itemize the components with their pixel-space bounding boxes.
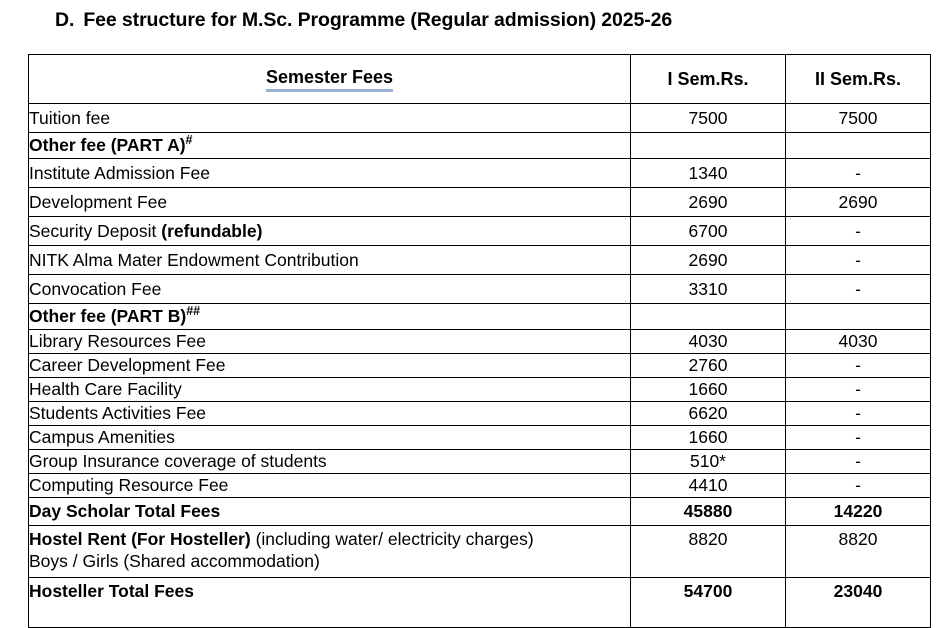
fee-amount-sem1: 4410 (631, 474, 786, 498)
section-spacer-sem2 (786, 133, 931, 159)
fee-amount-sem1: 6700 (631, 217, 786, 246)
fee-table-body (29, 55, 931, 628)
fee-description-label: Day Scholar Total Fees (29, 501, 221, 521)
fee-description-cell (29, 330, 631, 354)
fee-description-cell (29, 354, 631, 378)
fee-description-cell (29, 578, 631, 628)
table-row (29, 354, 931, 378)
fee-description-label: Career Development Fee (29, 355, 226, 375)
fee-description-label: Security Deposit (29, 220, 162, 241)
fee-amount-sem2: - (786, 217, 931, 246)
table-row (29, 246, 931, 275)
fee-amount-sem2: 2690 (786, 188, 931, 217)
section-header-cell (29, 304, 631, 330)
fee-amount-sem2: - (786, 354, 931, 378)
fee-amount-sem1: 6620 (631, 402, 786, 426)
header-sem1: I Sem.Rs. (631, 55, 786, 104)
fee-description-cell (29, 217, 631, 246)
fee-amount-sem2: - (786, 426, 931, 450)
fee-description-label: Health Care Facility (29, 379, 182, 399)
fee-amount-sem1: 2690 (631, 188, 786, 217)
fee-amount-sem2: - (786, 450, 931, 474)
fee-description-cell (29, 378, 631, 402)
fee-amount-sem2: 7500 (786, 104, 931, 133)
fee-amount-sem2: 8820 (786, 526, 931, 578)
fee-amount-sem2: - (786, 275, 931, 304)
fee-amount-sem1: 1340 (631, 159, 786, 188)
fee-description-cell (29, 526, 631, 578)
fee-amount-sem1: 7500 (631, 104, 786, 133)
page-title (55, 8, 672, 32)
fee-description-label: Hosteller Total Fees (29, 581, 195, 601)
fee-amount-sem2: - (786, 402, 931, 426)
header-semester-fees (29, 55, 631, 104)
table-row (29, 159, 931, 188)
header-sem2: II Sem.Rs. (786, 55, 931, 104)
fee-amount-sem2: 4030 (786, 330, 931, 354)
section-header-label: Other fee (PART B) (29, 306, 187, 326)
fee-description-label: Students Activities Fee (29, 403, 207, 423)
fee-description-label: NITK Alma Mater Endowment Contribution (29, 249, 359, 270)
fee-description-label: Convocation Fee (29, 278, 162, 299)
fee-amount-sem2: - (786, 474, 931, 498)
table-row (29, 378, 931, 402)
fee-description-emphasis: (refundable) (161, 220, 263, 241)
fee-description-cell (29, 104, 631, 133)
fee-description-label: Library Resources Fee (29, 331, 207, 351)
table-row (29, 133, 931, 159)
fee-amount-sem1: 2760 (631, 354, 786, 378)
fee-amount-sem2: - (786, 246, 931, 275)
table-row (29, 304, 931, 330)
table-row (29, 578, 931, 628)
table-row (29, 188, 931, 217)
fee-amount-sem1: 1660 (631, 426, 786, 450)
section-footnote-marker: # (185, 133, 193, 148)
fee-description-cell (29, 159, 631, 188)
fee-amount-sem1: 54700 (631, 578, 786, 628)
table-row (29, 498, 931, 526)
fee-description-cell (29, 402, 631, 426)
fee-description-label: Development Fee (29, 191, 168, 212)
section-header-cell (29, 133, 631, 159)
fee-amount-sem1: 3310 (631, 275, 786, 304)
fee-description-label: Institute Admission Fee (29, 162, 210, 183)
fee-amount-sem2: - (786, 378, 931, 402)
section-header-label: Other fee (PART A) (29, 135, 186, 155)
section-footnote-marker: ## (186, 304, 201, 319)
fee-description-bold: Hostel Rent (For Hosteller) (29, 529, 251, 549)
table-header-row (29, 55, 931, 104)
fee-description-cell (29, 450, 631, 474)
fee-amount-sem2: 23040 (786, 578, 931, 628)
section-spacer-sem1 (631, 304, 786, 330)
fee-structure-table (28, 54, 931, 628)
page-title-label: D. (55, 9, 75, 31)
table-row (29, 330, 931, 354)
table-row (29, 104, 931, 133)
fee-description-line2: Boys / Girls (Shared accommodation) (29, 551, 320, 572)
fee-description-cell (29, 474, 631, 498)
table-row (29, 426, 931, 450)
fee-amount-sem1: 2690 (631, 246, 786, 275)
fee-amount-sem2: 14220 (786, 498, 931, 526)
fee-description-label: Tuition fee (29, 107, 111, 128)
fee-amount-sem1: 510* (631, 450, 786, 474)
fee-description-cell (29, 246, 631, 275)
fee-description-cell (29, 275, 631, 304)
header-semester-fees-label: Semester Fees (266, 67, 393, 92)
page-title-text: Fee structure for M.Sc. Programme (Regular admission) 2025-26 (83, 9, 673, 31)
fee-description-label: Campus Amenities (29, 427, 175, 447)
section-spacer-sem2 (786, 304, 931, 330)
table-row (29, 402, 931, 426)
fee-description-note: (including water/ electricity charges) (250, 529, 534, 549)
fee-description-label: Computing Resource Fee (29, 475, 229, 495)
table-row (29, 474, 931, 498)
fee-amount-sem1: 4030 (631, 330, 786, 354)
fee-description-cell (29, 426, 631, 450)
fee-amount-sem1: 45880 (631, 498, 786, 526)
table-row (29, 217, 931, 246)
fee-description-cell (29, 188, 631, 217)
fee-amount-sem1: 8820 (631, 526, 786, 578)
table-row (29, 275, 931, 304)
section-spacer-sem1 (631, 133, 786, 159)
fee-amount-sem2: - (786, 159, 931, 188)
table-row (29, 450, 931, 474)
fee-description-cell (29, 498, 631, 526)
fee-description-label: Group Insurance coverage of students (29, 451, 327, 471)
fee-amount-sem1: 1660 (631, 378, 786, 402)
table-row (29, 526, 931, 578)
